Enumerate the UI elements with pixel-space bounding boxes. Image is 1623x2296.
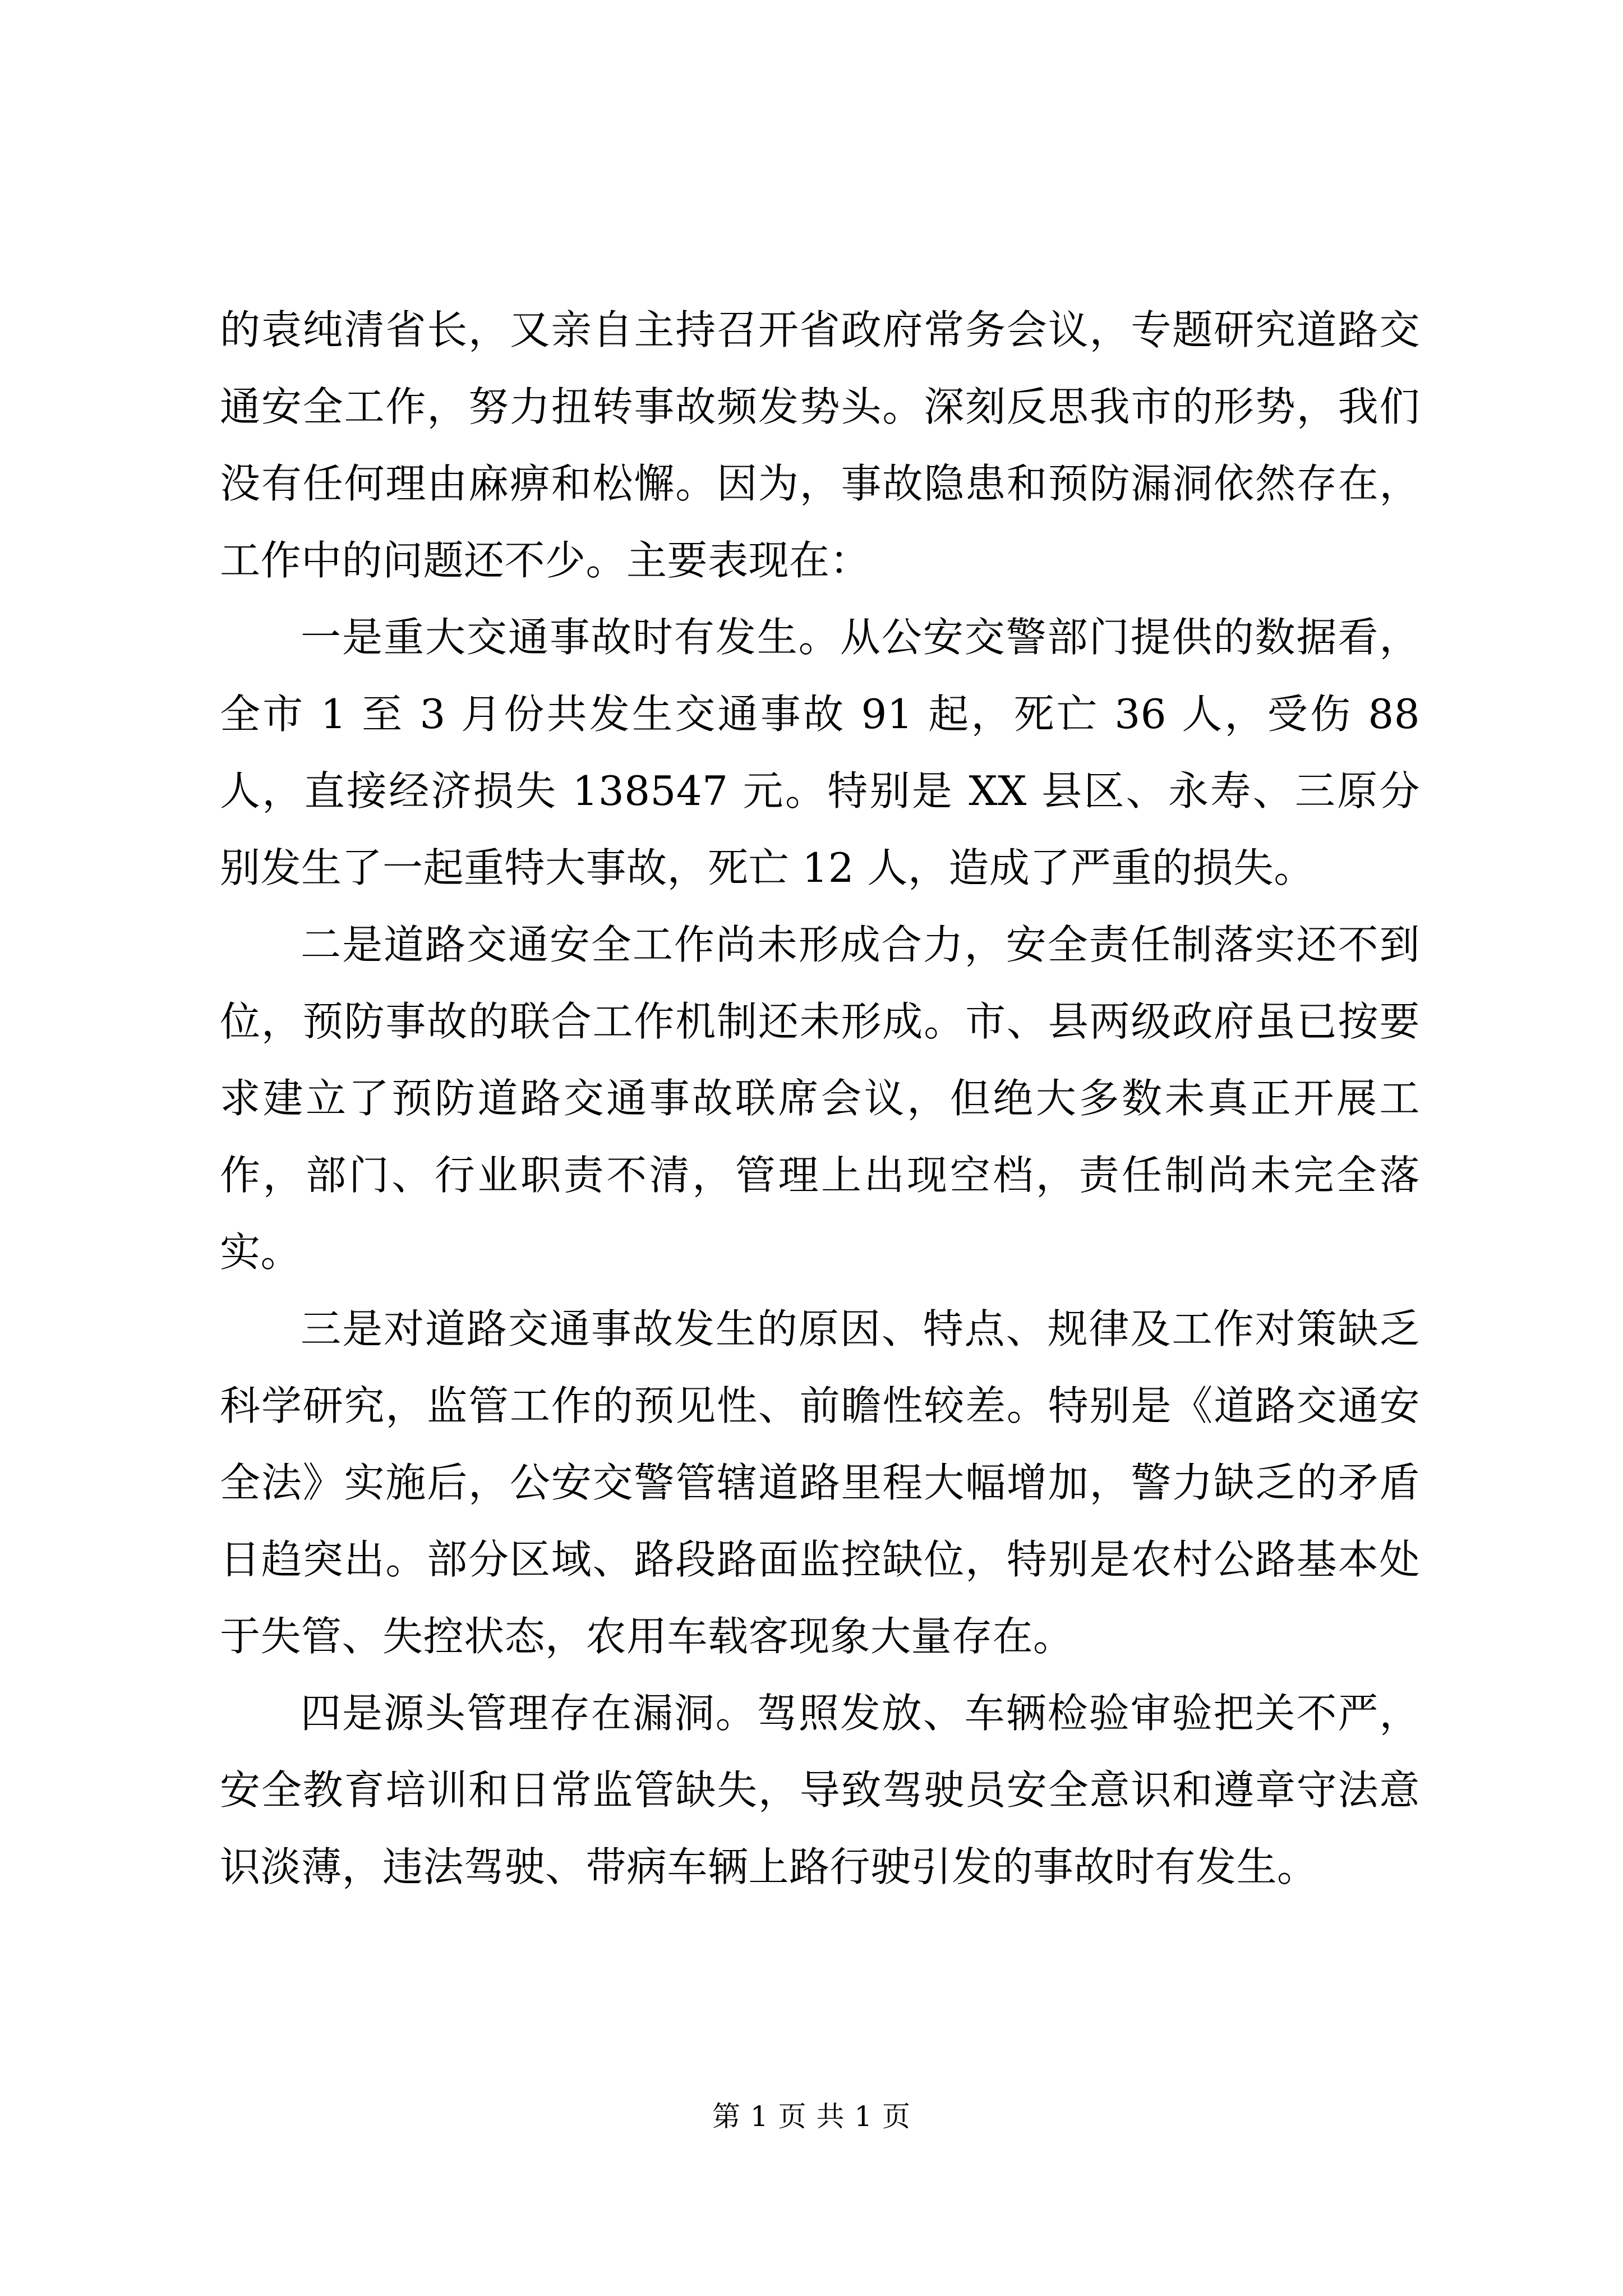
paragraph-point-3: 三是对道路交通事故发生的原因、特点、规律及工作对策缺乏科学研究，监管工作的预见性、前瞻性较差。特别是《道路交通安全法》实施后，公安交警管辖道路里程大幅增加，警力缺乏的矛盾日趋突出。部分区域、路段路面监控缺位，特别是农村公路基本处于失管、失控状态，农用车载客现象大量存在。 (220, 1305, 1420, 1660)
paragraph-point-2: 二是道路交通安全工作尚未形成合力，安全责任制落实还不到位，预防事故的联合工作机制还未形成。市、县两级政府虽已按要求建立了预防道路交通事故联席会议，但绝大多数未真正开展工作，部门、行业职责不清，管理上出现空档，责任制尚未完全落实。 (220, 921, 1420, 1276)
document-body (220, 292, 1420, 1906)
paragraph-point-4: 四是源头管理存在漏洞。驾照发放、车辆检验审验把关不严，安全教育培训和日常监管缺失，导致驾驶员安全意识和遵章守法意识淡薄，违法驾驶、带病车辆上路行驶引发的事故时有发生。 (220, 1690, 1420, 1890)
paragraph-point-1: 一是重大交通事故时有发生。从公安交警部门提供的数据看，全市 1 至 3 月份共发生交通事故 91 起，死亡 36 人，受伤 88 人，直接经济损失 138547 元。特别是 XX 县区、永寿、三原分别发生了一起重特大事故，死亡 12 人，造成了严重的损失。 (220, 614, 1420, 891)
page-number-footer: 第 1 页 共 1 页 (712, 2100, 911, 2133)
paragraph-intro: 的袁纯清省长，又亲自主持召开省政府常务会议，专题研究道路交通安全工作，努力扭转事故频发势头。深刻反思我市的形势，我们没有任何理由麻痹和松懈。因为，事故隐患和预防漏洞依然存在，工作中的问题还不少。主要表现在： (220, 306, 1420, 584)
